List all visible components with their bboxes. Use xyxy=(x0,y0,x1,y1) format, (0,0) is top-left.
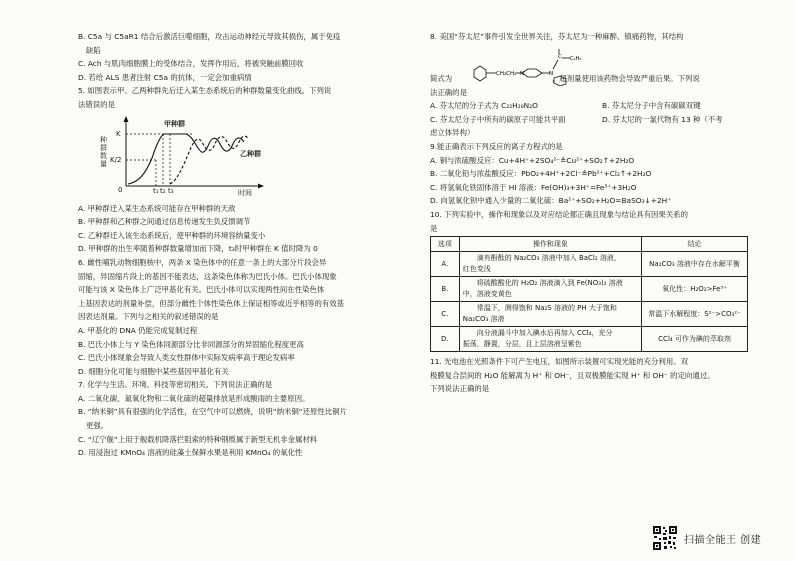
q7-option-b-cont: 更强。 xyxy=(86,421,109,431)
q5-option-b: B. 甲种群和乙种群之间通过信息传递发生负反馈调节 xyxy=(78,217,251,227)
table-header-row xyxy=(431,237,748,252)
experiment-table xyxy=(430,236,748,352)
svg-text:CH₂CH₂: CH₂CH₂ xyxy=(496,70,517,77)
species-a-label: 甲种群 xyxy=(164,119,185,128)
qr-code-icon xyxy=(652,525,678,551)
k-label: K xyxy=(116,129,121,138)
table-cell-conclusion: 常温下水解程度：S²⁻>CO₃²⁻ xyxy=(642,302,748,327)
table-header-conclusion: 结论 xyxy=(642,237,748,252)
q9-option-a: A. 铜与浓硫酸反应：Cu+4H⁺+2SO₄²⁻≜Cu²⁺+SO₂↑+2H₂O xyxy=(430,155,635,165)
q7-option-c: C. “辽宁舰”上用于舰载机降落拦阻索的特种钢缆属于新型无机非金属材料 xyxy=(78,434,318,444)
q9-stem: 9.能正确表示下列反应的离子方程式的是 xyxy=(430,141,563,151)
q8-structure-tail: ，超剂量使用该药物会导致严重后果。下列说 xyxy=(552,73,700,83)
q6-option-d: D. 细胞分化可能与细胞中某些基因甲基化有关 xyxy=(78,366,229,376)
table-row xyxy=(431,252,748,277)
svg-text:N: N xyxy=(549,70,554,77)
operation-line: Na₂CO₃ 溶液 xyxy=(462,315,505,324)
q8-options-cd xyxy=(430,113,748,127)
q7-option-a: A. 二氧化碳、氮氧化物和二氧化硫的超量排放是形成酸雨的主要原因。 xyxy=(78,393,310,403)
q4-option-b: B. C5a 与 C5aR1 结合后激活巨噬细胞，攻击运动神经元导致其损伤，属于免疫 xyxy=(78,32,341,41)
q6-stem-4: 上基因表达的剂量补偿，但部分雌性个体性染色体上保证相等或近乎相等的有效基 xyxy=(78,298,345,308)
table-cell-operation xyxy=(459,302,641,327)
q6-stem-2: 固缩，异固缩片段上的基因不能表达，这条染色体称为巴氏小体。巴氏小体现象 xyxy=(78,271,337,281)
operation-line: 振荡，静置，分层，且上层溶液呈紫色 xyxy=(462,340,582,349)
table-cell-option: B. xyxy=(431,277,460,302)
operation-line: 中，溶液变黄色 xyxy=(462,290,512,299)
table-row xyxy=(431,277,748,302)
q4-option-d: D. 若给 ALS 患者注射 C5a 的抗体，一定会加重病情 xyxy=(78,72,252,82)
q8-option-d: D. 芬太尼的一氯代物有 13 种（不考 xyxy=(602,114,723,124)
scanner-watermark xyxy=(652,525,761,551)
k2-label: K/2 xyxy=(110,155,122,164)
q11-stem-2: 极膜复合层间的 H₂O 能解离为 H⁺ 和 OH⁻，且双极膜能实现 H⁺ 和 OH⁻ 的定向通过。 xyxy=(430,370,715,380)
origin-label: 0 xyxy=(118,185,123,194)
q9-option-c: C. 将氢氧化铁固体溶于 HI 溶液：Fe(OH)₃+3H⁺=Fe³⁺+3H₂O xyxy=(430,182,637,192)
svg-text:N: N xyxy=(520,70,525,77)
table-row xyxy=(431,302,748,327)
q4-option-c: C. Ach 与肌肉细胞膜上的受体结合，发挥作用后，将被突触前膜回收 xyxy=(78,59,304,69)
svg-text:C₂H₅: C₂H₅ xyxy=(570,55,582,62)
table-header-operation: 操作和现象 xyxy=(459,237,641,252)
fentanyl-structure xyxy=(430,46,748,86)
table-header-option: 选项 xyxy=(431,237,460,252)
table-cell-option: C. xyxy=(431,302,460,327)
q5-option-d: D. 甲种群的出生率随着种群数量增加而下降，t₃时甲种群在 K 值时降为 0 xyxy=(78,244,318,254)
q5-option-a: A. 甲种群迁入某生态系统可能存在甲种群的天敌 xyxy=(78,203,236,213)
q11-stem-3: 下列说法正确的是 xyxy=(430,384,490,394)
table-cell-operation xyxy=(459,277,641,302)
q9-option-b: B. 二氧化铅与浓盐酸反应：PbO₂+4H⁺+2Cl⁻≜Pb²⁺+Cl₂↑+2H₂O xyxy=(430,169,652,179)
q6-option-c: C. 巴氏小体现象会导致人类女性群体中实际发病率高于理论发病率 xyxy=(78,353,295,363)
q10-stem: 10. 下列实验中，操作和现象以及对应结论都正确且现象与结论具有因果关系的 xyxy=(430,209,688,219)
q6-option-a: A. 甲基化的 DNA 仍能完成复制过程 xyxy=(78,325,198,335)
y-axis-arrow xyxy=(124,116,129,122)
table-cell-option: D. xyxy=(431,327,460,352)
q10-stem-cont: 是 xyxy=(430,223,438,233)
watermark-text: 扫描全能王 创建 xyxy=(684,534,762,546)
species-b-label: 乙种群 xyxy=(240,149,261,158)
table-cell-conclusion: CCl₄ 可作为碘的萃取剂 xyxy=(642,327,748,352)
population-chart xyxy=(98,114,360,198)
q8-option-d-cont: 虑立体异构） xyxy=(430,128,475,138)
q8-option-a: A. 芬太尼的分子式为 C₂₂H₂₈N₂O xyxy=(430,101,538,111)
y-axis-label: 种群数量 xyxy=(100,135,107,168)
q6-stem-3: 可能与该 X 染色体上广泛甲基化有关。巴氏小体可以实现两性间在性染色体 xyxy=(78,285,325,295)
table-cell-option: A. xyxy=(431,252,460,277)
table-cell-operation xyxy=(459,252,641,277)
q7-option-d: D. 用浸泡过 KMnO₄ 溶液的硅藻土保鲜水果是利用 KMnO₄ 的氧化性 xyxy=(78,448,303,458)
q4-option-b-cont: 缺陷 xyxy=(86,45,101,55)
operation-line: 向分液漏斗中加入碘水后再加入 CCl₄，充分 xyxy=(462,329,613,338)
q5-stem: 5. 如图表示甲、乙两种群先后迁入某生态系统后的种群数量变化曲线。下列说 xyxy=(78,86,332,96)
q6-option-b: B. 巴氏小体上与 Y 染色体同源部分比非同源部分的异固缩化程度更高 xyxy=(78,339,304,349)
x-axis-arrow xyxy=(258,183,264,188)
q8-option-b: B. 芬太尼分子中含有碳碳双键 xyxy=(602,101,701,111)
t1-label: t₁ xyxy=(153,186,159,195)
q7-option-b: B. “纳米铜”具有很强的化学活性，在空气中可以燃烧，说明“纳米铜”还原性比铜片 xyxy=(78,407,347,417)
table-row xyxy=(431,327,748,352)
q8-option-c: C. 芬太尼分子中所有的碳原子可能共平面 xyxy=(430,114,566,124)
operation-line: 将硫酸酸化的 H₂O₂ 溶液滴入到 Fe(NO₃)₂ 溶液 xyxy=(462,279,623,288)
svg-text:C: C xyxy=(558,53,562,60)
q9-option-d: D. 向氢氧化钡中通入少量的二氧化硫：Ba²⁺+SO₂+H₂O=BaSO₃↓+2H⁺ xyxy=(430,196,672,206)
q6-stem-5: 因表达剂量。下列与之相关的叙述错误的是 xyxy=(78,312,219,322)
right-column xyxy=(430,30,748,396)
table-cell-conclusion: 氧化性：H₂O₂>Fe³⁺ xyxy=(642,277,748,302)
q7-stem: 7. 化学与生活、环境、科技等密切相关。下列说法正确的是 xyxy=(78,380,273,390)
left-column xyxy=(78,30,360,460)
t2-label: t₂ xyxy=(160,186,166,195)
t3-label: t₃ xyxy=(168,186,174,195)
table-cell-operation xyxy=(459,327,641,352)
q8-structure-lead: 简式为 xyxy=(430,73,453,83)
q5-stem-cont: 法错误的是 xyxy=(78,99,115,109)
q8-options-ab xyxy=(430,99,748,113)
q6-stem-1: 6. 雌性哺乳动物细胞核中，两条 X 染色体中的任意一条上的大部分片段会异 xyxy=(78,257,327,267)
q8-stem-tail: 法正确的是 xyxy=(430,87,467,97)
q11-stem-1: 11. 光电池在光照条件下可产生电压，如图所示装置可实现光能的充分利用。双 xyxy=(430,357,688,367)
q5-option-c: C. 乙种群迁入该生态系统后，使甲种群的环境容纳量变小 xyxy=(78,230,266,240)
operation-line: 滴有酚酞的 Na₂CO₃ 溶液中加入 BaCl₂ 溶液， xyxy=(462,254,621,263)
operation-line: 红色变浅 xyxy=(462,265,491,274)
table-cell-conclusion: Na₂CO₃ 溶液中存在水解平衡 xyxy=(642,252,748,277)
q8-stem: 8. 美国“芬太尼”事件引发全世界关注，芬太尼为一种麻醉、镇痛药物，其结构 xyxy=(430,32,684,41)
x-axis-label: 时间 xyxy=(238,188,252,197)
operation-line: 常温下，测得饱和 Na₂S 溶液的 PH 大于饱和 xyxy=(462,304,617,313)
